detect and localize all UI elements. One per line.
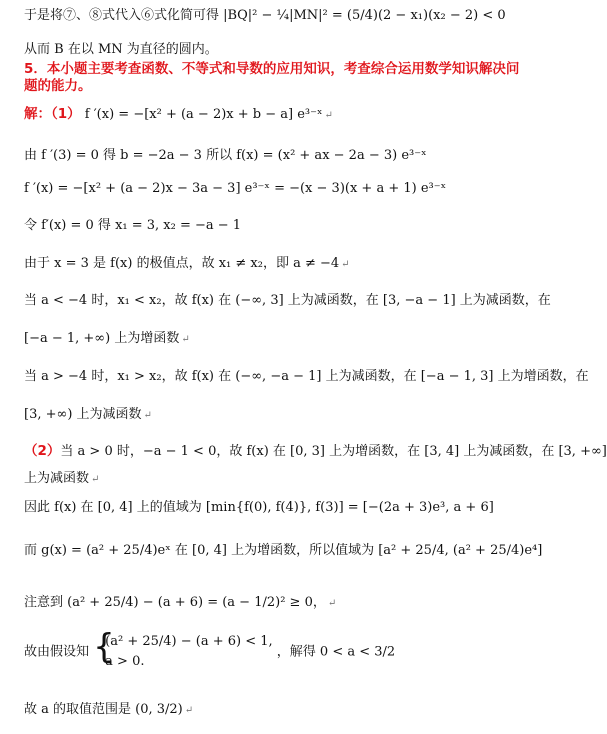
inequality-row-2: a > 0. (105, 654, 145, 670)
paragraph-mark: ↵ (181, 334, 190, 345)
line-17-text: 注意到 (a² + 25/4) − (a + 6) = (a − 1/2)² ≥ 0， (24, 595, 326, 610)
line-9-text: 当 a < −4 时，x₁ < x₂，故 f(x) 在 (−∞, 3] 上为减函数，在 [3, −a − 1] 上为减函数，在 (24, 293, 551, 308)
line-14 (24, 471, 525, 487)
solution-1-formula: f ′(x) = −[x² + (a − 2)x + b − a] e³⁻ˣ (80, 107, 323, 122)
line-9 (24, 293, 551, 309)
line-6-text: f ′(x) = −[x² + (a − 2)x − 3a − 3] e³⁻ˣ = −(x − 3)(x + a + 1) e³⁻ˣ (24, 181, 447, 196)
line-15 (24, 500, 525, 516)
section-5-heading (24, 61, 524, 95)
line-18-prefix: 故由假设知 (24, 644, 90, 660)
line-5 (24, 148, 525, 164)
paragraph-mark: ↵ (341, 259, 350, 270)
line-1 (24, 8, 525, 24)
inequality-row-1: (a² + 25/4) − (a + 6) < 1, (105, 634, 273, 649)
paragraph-mark: ↵ (143, 410, 152, 421)
line-12 (24, 407, 525, 423)
line-14-text: 上为减函数 (24, 471, 90, 486)
solution-1-label: 解：（1） (24, 106, 81, 122)
line-8 (24, 256, 525, 272)
line-solution-2 (24, 443, 607, 460)
line-16-text: 而 g(x) = (a² + 25/4)eˣ 在 [0, 4] 上为增函数，所以值域为 [a² + 25/4, (a² + 25/4)e⁴] (24, 543, 543, 558)
line-18-suffix: ，解得 0 < a < 3/2 (276, 644, 396, 660)
line-solution-1 (24, 106, 525, 123)
solution-2-label: （2） (24, 443, 61, 459)
line-7-text: 令 f′(x) = 0 得 x₁ = 3, x₂ = −a − 1 (24, 218, 242, 233)
inequality-system (93, 627, 273, 672)
line-11-text: 当 a > −4 时，x₁ > x₂，故 f(x) 在 (−∞, −a − 1] 上为减函数，在 [−a − 1, 3] 上为增函数，在 (24, 369, 589, 384)
line-19-text: 故 a 的取值范围是 (0, 3/2) (24, 702, 183, 717)
paragraph-mark: ↵ (327, 598, 337, 609)
line-10 (24, 331, 525, 347)
line-16 (24, 543, 543, 559)
line-8-text: 由于 x = 3 是 f(x) 的极值点，故 x₁ ≠ x₂，即 a ≠ −4 (24, 256, 340, 271)
section-5-heading-text: 5．本小题主要考查函数、不等式和导数的应用知识，考查综合运用数学知识解决问题的能力。 (24, 61, 520, 94)
line-6 (24, 181, 525, 197)
line-11 (24, 369, 589, 385)
line-17 (24, 595, 525, 611)
line-15-text: 因此 f(x) 在 [0, 4] 上的值域为 [min{f(0), f(4)}, f(3)] = [−(2a + 3)e³, a + 6] (24, 500, 494, 515)
line-12-text: [3, +∞) 上为减函数 (24, 407, 142, 422)
line-18 (24, 627, 525, 672)
line-5-text: 由 f ′(3) = 0 得 b = −2a − 3 所以 f(x) = (x² + ax − 2a − 3) e³⁻ˣ (24, 148, 427, 163)
line-1-text: 于是将⑦、⑧式代入⑥式化简可得 |BQ|² − ¼|MN|² = (5/4)(2 − x₁)(x₂ − 2) < 0 (24, 8, 506, 23)
line-19 (24, 702, 525, 718)
paragraph-mark: ↵ (184, 705, 194, 716)
paragraph-mark: ↵ (324, 110, 333, 121)
line-2-text: 从而 B 在以 MN 为直径的圆内。 (24, 42, 218, 57)
paragraph-mark: ↵ (91, 474, 100, 485)
solution-2-text: 当 a > 0 时，−a − 1 < 0，故 f(x) 在 [0, 3] 上为增函数，在 [3, 4] 上为减函数，在 [3, +∞] (60, 444, 607, 459)
line-7 (24, 218, 525, 234)
line-10-text: [−a − 1, +∞) 上为增函数 (24, 331, 180, 346)
left-brace-icon: { (93, 627, 115, 667)
line-2 (24, 42, 525, 58)
